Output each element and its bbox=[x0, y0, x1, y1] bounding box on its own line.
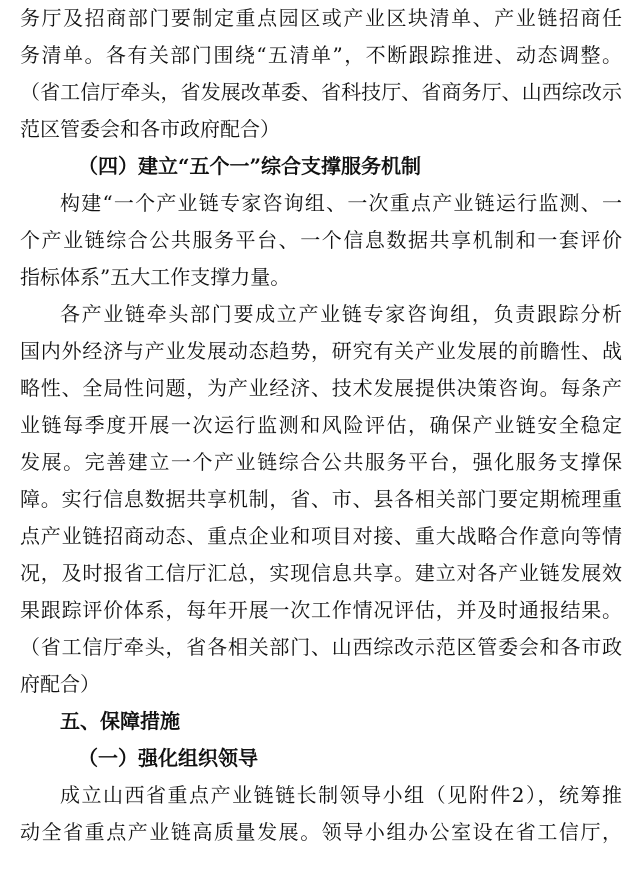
chapter-heading: 五、保障措施 bbox=[60, 709, 180, 733]
paragraph-line: 范区管委会和各市政府配合） bbox=[20, 117, 280, 141]
paragraph-line: 务厅及招商部门要制定重点园区或产业区块清单、产业链招商任 bbox=[20, 6, 622, 30]
paragraph-line: 国内外经济与产业发展动态趋势，研究有关产业发展的前瞻性、战 bbox=[20, 339, 622, 363]
paragraph-line: （省工信厅牵头，省发展改革委、省科技厅、省商务厅、山西综改示 bbox=[20, 80, 622, 104]
paragraph-line: （省工信厅牵头，省各相关部门、山西综改示范区管委会和各市政 bbox=[20, 635, 622, 659]
paragraph-line: 构建“一个产业链专家咨询组、一次重点产业链运行监测、一 bbox=[60, 191, 622, 215]
paragraph-line: 动全省重点产业链高质量发展。领导小组办公室设在省工信厅， bbox=[20, 820, 622, 844]
section-heading: （四）建立“五个一”综合支撑服务机制 bbox=[78, 154, 422, 178]
paragraph-line: 发展。完善建立一个产业链综合公共服务平台，强化服务支撑保 bbox=[20, 450, 622, 474]
section-heading: （一）强化组织领导 bbox=[78, 746, 258, 770]
paragraph-line: 业链每季度开展一次运行监测和风险评估，确保产业链安全稳定 bbox=[20, 413, 622, 437]
paragraph-line: 略性、全局性问题，为产业经济、技术发展提供决策咨询。每条产 bbox=[20, 376, 622, 400]
paragraph-line: 点产业链招商动态、重点企业和项目对接、重大战略合作意向等情 bbox=[20, 524, 622, 548]
paragraph-line: 府配合） bbox=[20, 672, 100, 696]
paragraph-line: 各产业链牵头部门要成立产业链专家咨询组，负责跟踪分析 bbox=[60, 302, 622, 326]
paragraph-line: 务清单。各有关部门围绕“五清单”，不断跟踪推进、动态调整。 bbox=[20, 43, 622, 67]
paragraph-line: 个产业链综合公共服务平台、一个信息数据共享机制和一套评价 bbox=[20, 228, 622, 252]
paragraph-line: 指标体系”五大工作支撑力量。 bbox=[20, 265, 291, 289]
paragraph-line: 成立山西省重点产业链链长制领导小组（见附件2），统筹推 bbox=[60, 783, 622, 807]
paragraph-line: 果跟踪评价体系，每年开展一次工作情况评估，并及时通报结果。 bbox=[20, 598, 622, 622]
paragraph-line: 况，及时报省工信厅汇总，实现信息共享。建立对各产业链发展效 bbox=[20, 561, 622, 585]
paragraph-line: 障。实行信息数据共享机制，省、市、县各相关部门要定期梳理重 bbox=[20, 487, 622, 511]
